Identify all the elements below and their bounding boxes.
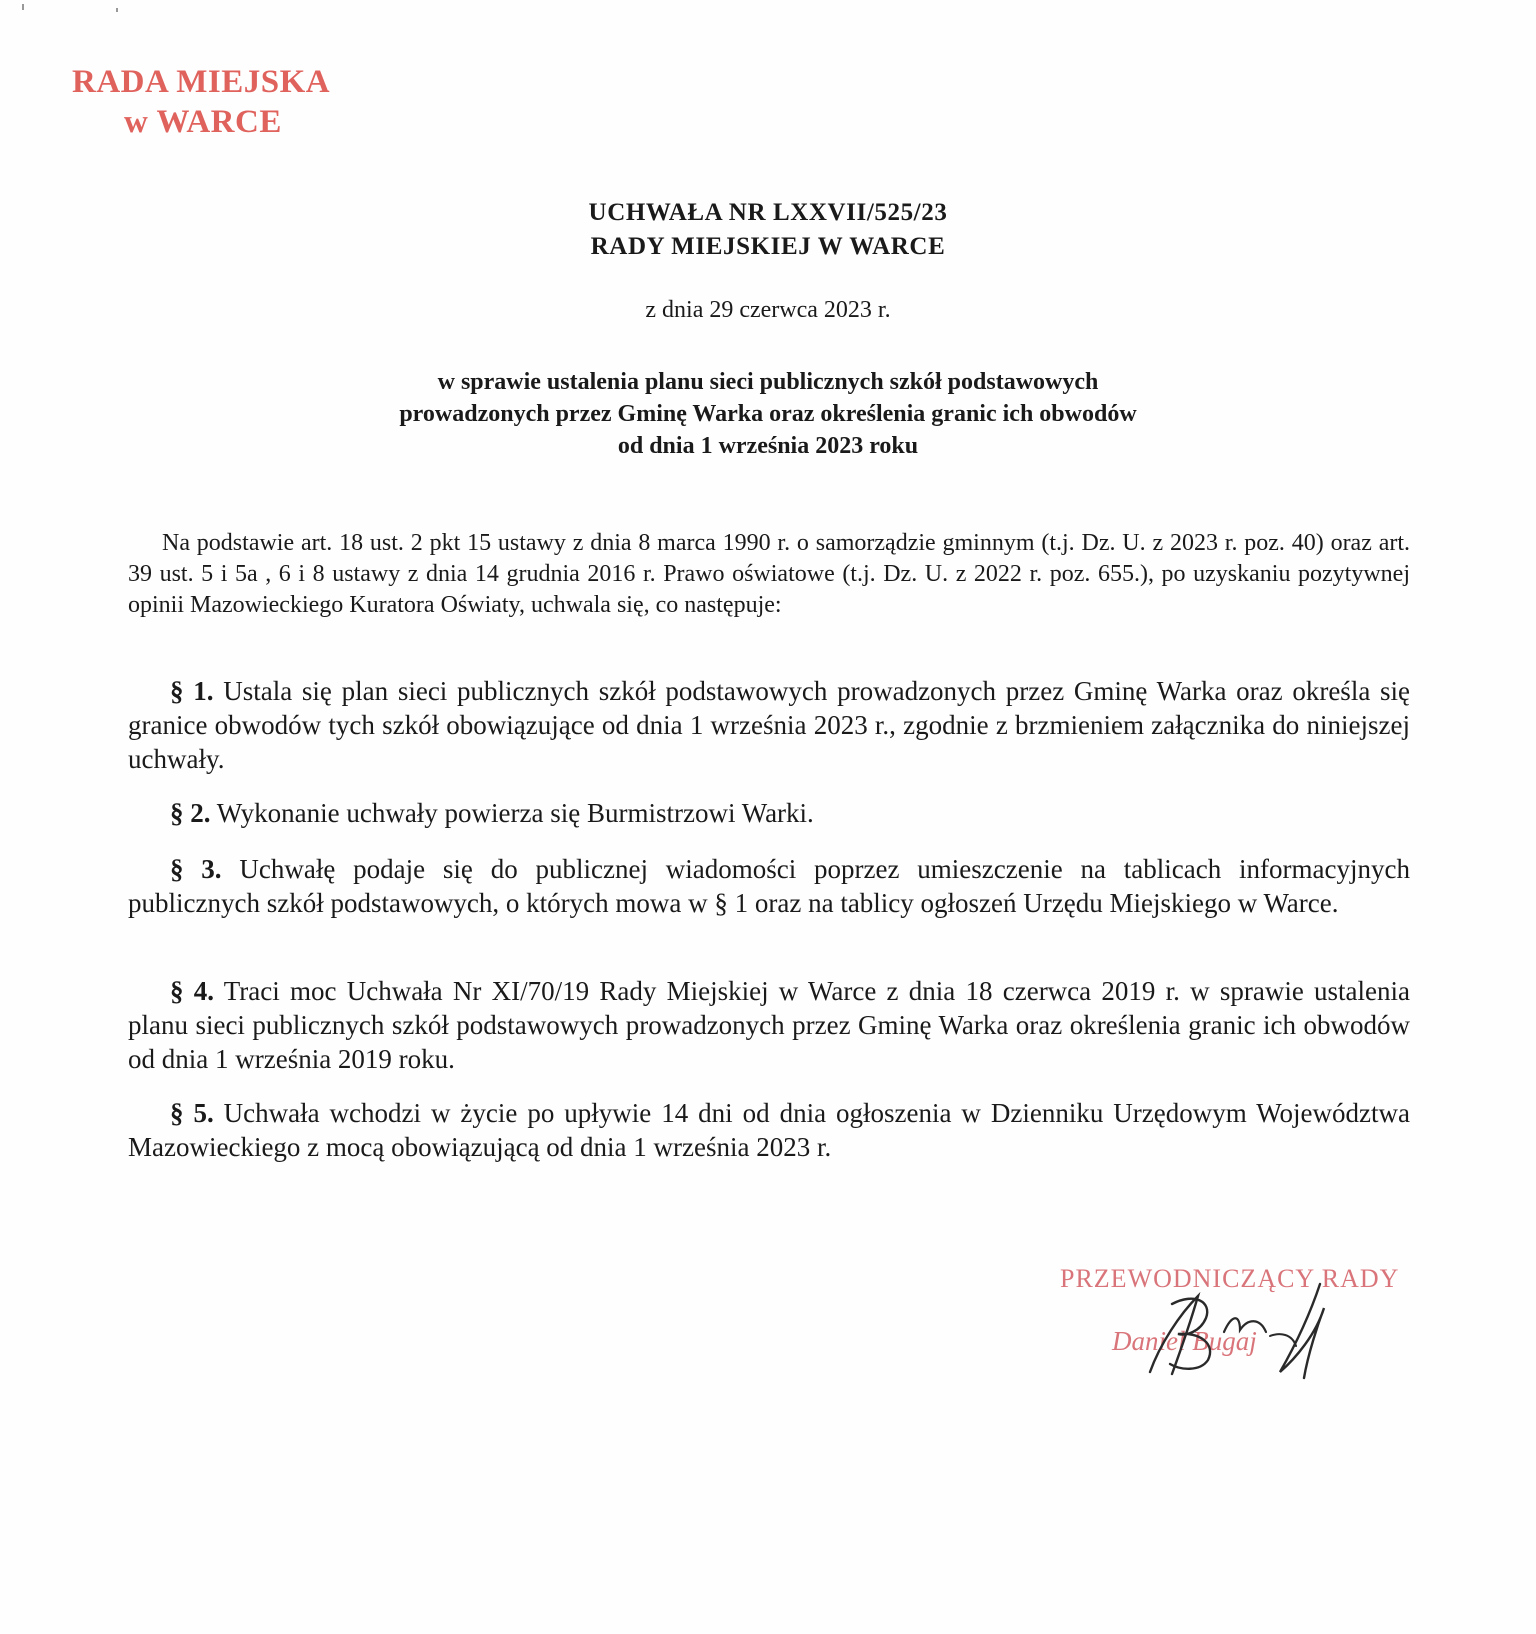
resolution-date: z dnia 29 czerwca 2023 r. — [645, 297, 891, 323]
legal-basis-preamble — [128, 528, 1410, 621]
paragraph-3 — [128, 852, 1410, 920]
paragraph-1 — [128, 674, 1410, 776]
paragraph-mark: § 1. — [170, 676, 214, 706]
subject-line-2: prowadzonych przez Gminę Warka oraz określenia granic ich obwodów — [399, 401, 1137, 427]
paragraph-text: Uchwałę podaje się do publicznej wiadomości poprzez umieszczenie na tablicach informacyjnych publicznych szkół podstawowych, o których mowa w § 1 oraz na tablicy ogłoszeń Urzędu Miejskiego w Warce. — [128, 854, 1410, 918]
chairman-stamp-name: Daniel Bugaj — [1112, 1326, 1257, 1356]
resolution-subject — [0, 366, 1536, 462]
chairman-signature-block — [1060, 1264, 1400, 1384]
resolution-issuer: RADY MIEJSKIEJ W WARCE — [590, 233, 946, 260]
resolution-title — [0, 196, 1536, 264]
paragraph-text: Ustala się plan sieci publicznych szkół podstawowych prowadzonych przez Gminę Warka oraz określa się granice obwodów tych szkół obowiązujące od dnia 1 września 2023 r., zgodnie z brzmieniem załącznika do niniejszej uchwały. — [128, 676, 1411, 774]
council-stamp-line2: w WARCE — [124, 104, 282, 140]
scan-artifact — [116, 8, 118, 12]
paragraph-mark: § 4. — [170, 976, 214, 1006]
chairman-stamp-title: PRZEWODNICZĄCY RADY — [1060, 1264, 1400, 1293]
paragraph-text: Uchwała wchodzi w życie po upływie 14 dni od dnia ogłoszenia w Dzienniku Urzędowym Województwa Mazowieckiego z mocą obowiązującą od dnia 1 września 2023 r. — [128, 1098, 1410, 1162]
paragraph-text: Wykonanie uchwały powierza się Burmistrzowi Warki. — [210, 798, 814, 828]
paragraph-2 — [128, 796, 1410, 830]
resolution-number: UCHWAŁA NR LXXVII/525/23 — [588, 199, 948, 226]
subject-line-3: od dnia 1 września 2023 roku — [617, 433, 919, 459]
paragraph-5 — [128, 1096, 1410, 1164]
paragraph-mark: § 3. — [170, 854, 222, 884]
council-stamp-line1: RADA MIEJSKA — [72, 64, 331, 100]
paragraph-mark: § 2. — [170, 798, 211, 828]
preamble-indent — [128, 530, 162, 556]
council-stamp — [72, 62, 372, 142]
scan-artifact — [22, 4, 24, 10]
handwritten-signature — [1120, 1274, 1360, 1384]
paragraph-text: Traci moc Uchwała Nr XI/70/19 Rady Miejskiej w Warce z dnia 18 czerwca 2019 r. w sprawie ustalenia planu sieci publicznych szkół podstawowych prowadzonych przez Gminę Warka oraz określenia granic ich obwodów od dnia 1 września 2019 roku. — [128, 976, 1411, 1074]
subject-line-1: w sprawie ustalenia planu sieci publicznych szkół podstawowych — [437, 369, 1099, 395]
preamble-text: Na podstawie art. 18 ust. 2 pkt 15 ustawy z dnia 8 marca 1990 r. o samorządzie gminnym (t.j. Dz. U. z 2023 r. poz. 40) oraz art. 39 ust. 5 i 5a , 6 i 8 ustawy z dnia 14 grudnia 2016 r. Prawo oświatowe (t.j. Dz. U. z 2022 r. poz. 655.), po uzyskaniu pozytywnej opinii Mazowieckiego Kuratora Oświaty, uchwala się, co następuje: — [128, 530, 1410, 618]
paragraph-4 — [128, 974, 1410, 1076]
paragraph-mark: § 5. — [170, 1098, 214, 1128]
